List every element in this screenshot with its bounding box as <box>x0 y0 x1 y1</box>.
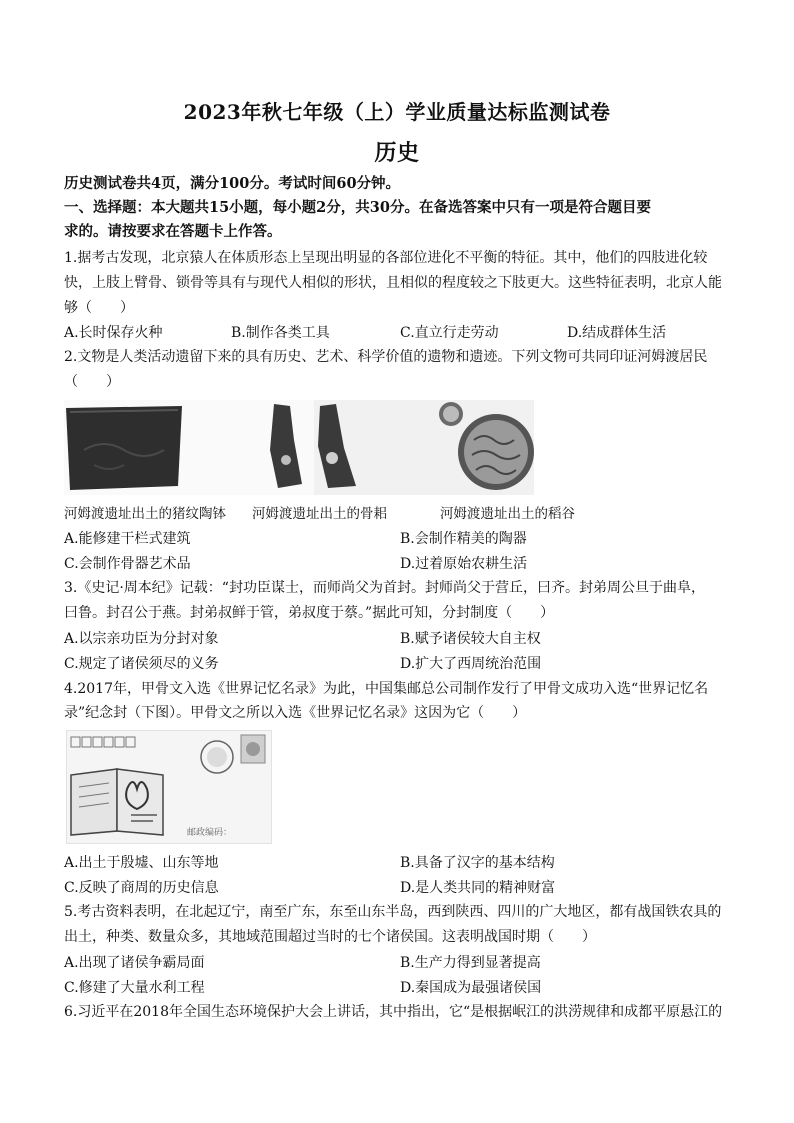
q2-stem-line1: 2.文物是人类活动遗留下来的具有历史、艺术、科学价值的遗物和遗迹。下列文物可共同印证河姆渡居民 <box>64 349 708 365</box>
q2-option-c: C.会制作骨器艺术品 <box>64 556 191 572</box>
q1-stem-line1: 1.据考古发现，北京猿人在体质形态上呈现出明显的各部位进化不平衡的特征。其中，他们的四肢进化较 <box>64 250 708 266</box>
q5-option-a: A.出现了诸侯争霸局面 <box>64 955 205 971</box>
exam-title: 2023年秋七年级（上）学业质量达标监测试卷 <box>183 100 611 124</box>
q4-option-d: D.是人类共同的精神财富 <box>400 880 556 896</box>
q1-stem-line3: 够（ ） <box>64 300 134 316</box>
q2-option-b: B.会制作精美的陶器 <box>400 531 527 547</box>
q2-option-d: D.过着原始农耕生活 <box>400 556 528 572</box>
q1-stem-line2: 快，上肢上臂骨、锁骨等具有与现代人相似的形状，且相似的程度较之下肢更大。这些特征表明，北京人能 <box>64 275 722 291</box>
q3-stem-line1: 3.《史记·周本纪》记载：“封功臣谋士，而师尚父为首封。封师尚父于营丘，曰齐。封弟周公旦于曲阜， <box>64 580 705 596</box>
q3-stem-line2: 曰鲁。封召公于燕。封弟叔鲜于管，弟叔度于蔡。”据此可知，分封制度（ ） <box>64 605 555 621</box>
q1-option-b: B.制作各类工具 <box>231 325 330 341</box>
stamp-image <box>241 735 265 763</box>
q2-caption-pottery: 河姆渡遗址出土的猪纹陶钵 <box>64 506 226 522</box>
q3-option-c: C.规定了诸侯须尽的义务 <box>64 656 219 672</box>
q5-option-c: C.修建了大量水利工程 <box>64 980 205 996</box>
q3-option-b: B.赋予诸侯较大自主权 <box>400 631 541 647</box>
subject-title: 历史 <box>374 140 420 166</box>
q2-caption-bone-spade: 河姆渡遗址出土的骨耜 <box>252 506 387 522</box>
q5-stem-line2: 出土，种类、数量众多，其地域范围超过当时的七个诸侯国。这表明战国时期（ ） <box>64 929 596 945</box>
q2-caption-rice: 河姆渡遗址出土的稻谷 <box>440 506 575 522</box>
q4-stem-line2: 录”纪念封（下图）。甲骨文之所以入选《世界记忆名录》这因为它（ ） <box>64 705 527 721</box>
q2-artifact-photos <box>64 400 534 495</box>
exam-info: 历史测试卷共4页，满分100分。考试时间60分钟。 <box>64 175 401 192</box>
q3-option-d: D.扩大了西周统治范围 <box>400 656 542 672</box>
q1-option-c: C.直立行走劳动 <box>400 325 499 341</box>
pottery-bowl-image <box>66 406 182 490</box>
q4-option-a: A.出土于殷墟、山东等地 <box>64 855 219 871</box>
q3-option-a: A.以宗亲功臣为分封对象 <box>64 631 219 647</box>
open-book-illustration <box>71 769 163 835</box>
section-heading-line1: 一、选择题：本大题共15小题，每小题2分，共30分。在备选答案中只有一项是符合题目要 <box>64 199 651 216</box>
q6-stem-line1: 6.习近平在2018年全国生态环境保护大会上讲话，其中指出，它“是根据岷江的洪涝规律和成都平原悬江的 <box>64 1004 723 1020</box>
q1-option-d: D.结成群体生活 <box>567 325 667 341</box>
q1-option-a: A.长时保存火种 <box>64 325 163 341</box>
section-heading-line2: 求的。请按要求在答题卡上作答。 <box>64 223 282 240</box>
q2-stem-line2: （ ） <box>64 374 120 390</box>
q4-commemorative-envelope <box>66 730 272 844</box>
q4-option-b: B.具备了汉字的基本结构 <box>400 855 555 871</box>
q4-stem-line1: 4.2017年，甲骨文入选《世界记忆名录》为此，中国集邮总公司制作发行了甲骨文成功入选“世界记忆名 <box>64 681 709 697</box>
envelope-postal-code-label: 邮政编码： <box>187 828 233 838</box>
q5-option-b: B.生产力得到显著提高 <box>400 955 541 971</box>
q5-stem-line1: 5.考古资料表明，在北起辽宁，南至广东，东至山东半岛，西到陕西、四川的广大地区，都有战国铁农具的 <box>64 904 722 920</box>
q4-option-c: C.反映了商周的历史信息 <box>64 880 219 896</box>
q2-option-a: A.能修建干栏式建筑 <box>64 531 191 547</box>
q5-option-d: D.秦国成为最强诸侯国 <box>400 980 542 996</box>
